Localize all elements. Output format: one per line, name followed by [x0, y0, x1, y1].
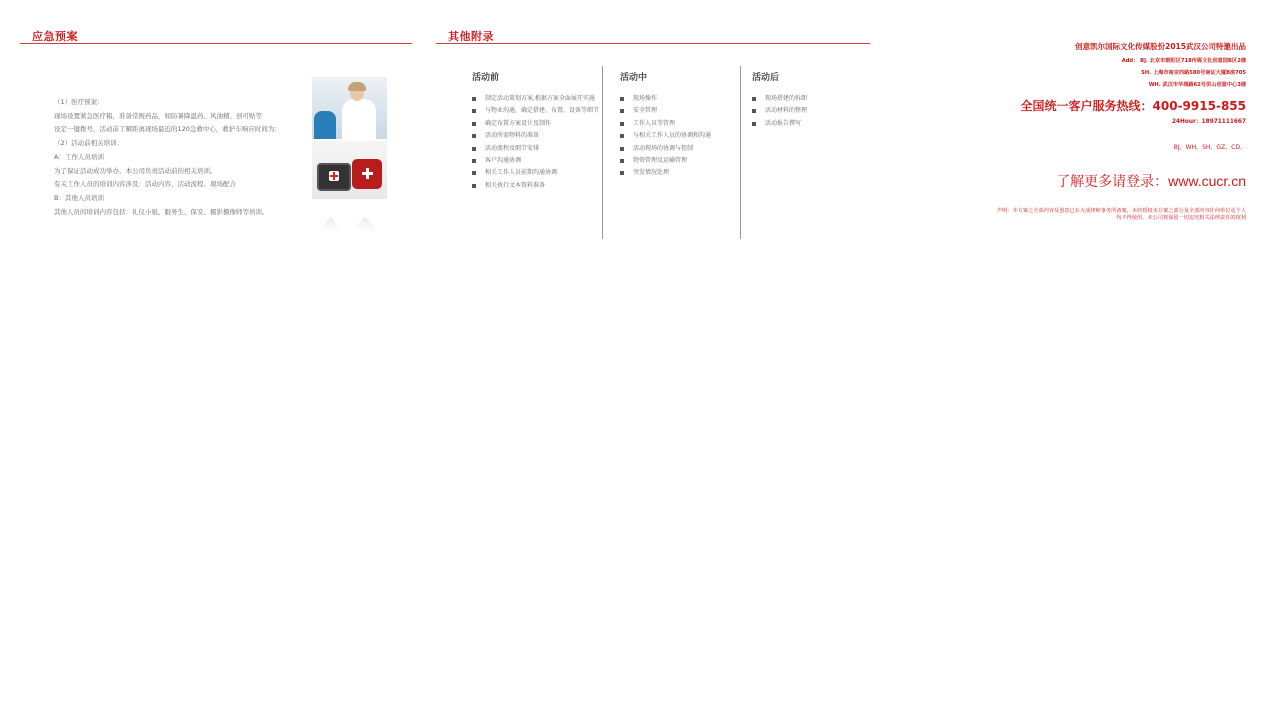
column-heading: 活动前 — [472, 72, 500, 82]
company-name: 创意凯尔国际文化传媒股份2015武汉公司特邀出品 — [1075, 42, 1246, 51]
list-item: 活动报告撰写 — [752, 118, 862, 130]
list-item: 确定布置方案设计及制作 — [472, 118, 602, 130]
service-hotline: 全国统一客户服务热线：400-9915-855 — [1020, 99, 1246, 113]
panel-title: 其他附录 — [448, 31, 494, 43]
column-heading: 活动中 — [620, 72, 648, 82]
text-line: 有关工作人员的培训内容涉及：活动内容、活动流程、現场配合 — [54, 180, 236, 189]
contact-panel — [886, 14, 1266, 264]
text-line: （1）医疗预案： — [54, 98, 104, 106]
before-event-column — [472, 70, 602, 192]
list-item: 现场搭建的拆卸 — [752, 93, 862, 105]
declaration-line: 均不得使用，本公司将保留一切追究相关法律责任的权利 — [1116, 215, 1246, 222]
text-line: 其他人员的培训内容包括：礼仪小姐、服务生、保安、摄影摄像师等培训。 — [54, 207, 269, 216]
list-item: 相关执行文本资料准备 — [472, 180, 602, 192]
panel-title: 应急预案 — [32, 31, 78, 43]
after-event-column — [752, 70, 862, 130]
first-aid-kit-photo — [312, 141, 387, 199]
address-line: SH. 上海市南京西路580号南证大厦B座705 — [1141, 70, 1246, 76]
medical-staff-photo — [312, 77, 387, 139]
declaration-line: 声明：本方案之全部内容及创意已在大成律师事务所备案，未经授权本方案之部分及全部内容任何单位及个人 — [996, 208, 1246, 214]
text-line: 设定一键拨号，活动前了解距离现场最近的120急救中心，救护车响应时间为： — [54, 125, 281, 134]
text-line: （2）活动前相关培训： — [54, 139, 124, 148]
column-heading: 活动后 — [752, 72, 780, 82]
list-item: 与相关工作人员的协调和沟通 — [620, 130, 738, 142]
column-divider — [602, 66, 603, 239]
list-item: 制定活动策划方案,根据方案全面展开实施 — [472, 93, 602, 105]
list-item: 与物业沟通，确定搭建、布置、设备等细节 — [472, 105, 602, 117]
photo-reflection — [312, 213, 387, 231]
title-divider — [20, 43, 412, 44]
appendix-panel — [430, 14, 876, 264]
list-item: 安全管理 — [620, 105, 738, 117]
list-item: 现场操作 — [620, 93, 738, 105]
text-line: A：工作人员培训 — [54, 152, 104, 161]
list-item: 客户沟通协调 — [472, 155, 602, 167]
list-item: 突发情况处理 — [620, 167, 738, 179]
text-line: B：其他人员培训 — [54, 193, 104, 202]
list-item: 活动所需物料的准备 — [472, 130, 602, 142]
address-line: Add： BJ. 北京市朝阳区718传媒文化创意园B区2楼 — [1121, 58, 1246, 64]
text-line: 现场设置紧急医疗箱，准备常规药品，如防暑降温药、风油精、创可贴等 — [54, 111, 262, 120]
emergency-plan-text — [54, 96, 304, 219]
website-link[interactable]: 了解更多请登录：www.cucr.cn — [1056, 173, 1246, 189]
city-list: BJ、WH、SH、GZ、CD、 — [1173, 144, 1246, 151]
list-item: 活动流程及细节安排 — [472, 143, 602, 155]
list-item: 活动现场的协调与控制 — [620, 143, 738, 155]
emergency-plan-panel — [14, 14, 418, 264]
address-line: WH. 武汉市华城路62号洪山创意中心3楼 — [1148, 82, 1246, 88]
during-event-column — [620, 70, 738, 180]
text-line: 为了保证活动成功举办，本公司负责活动前的相关培训。 — [54, 166, 217, 175]
column-divider — [740, 66, 741, 239]
list-item: 活动材料的整理 — [752, 105, 862, 117]
hours-phone: 24Hour：18971111667 — [1171, 119, 1246, 125]
list-item: 工作人员等管理 — [620, 118, 738, 130]
list-item: 物资管理及运输管理 — [620, 155, 738, 167]
list-item: 相关工作人员前期沟通协调 — [472, 167, 602, 179]
title-divider — [436, 43, 870, 44]
declaration-text — [997, 208, 1246, 222]
